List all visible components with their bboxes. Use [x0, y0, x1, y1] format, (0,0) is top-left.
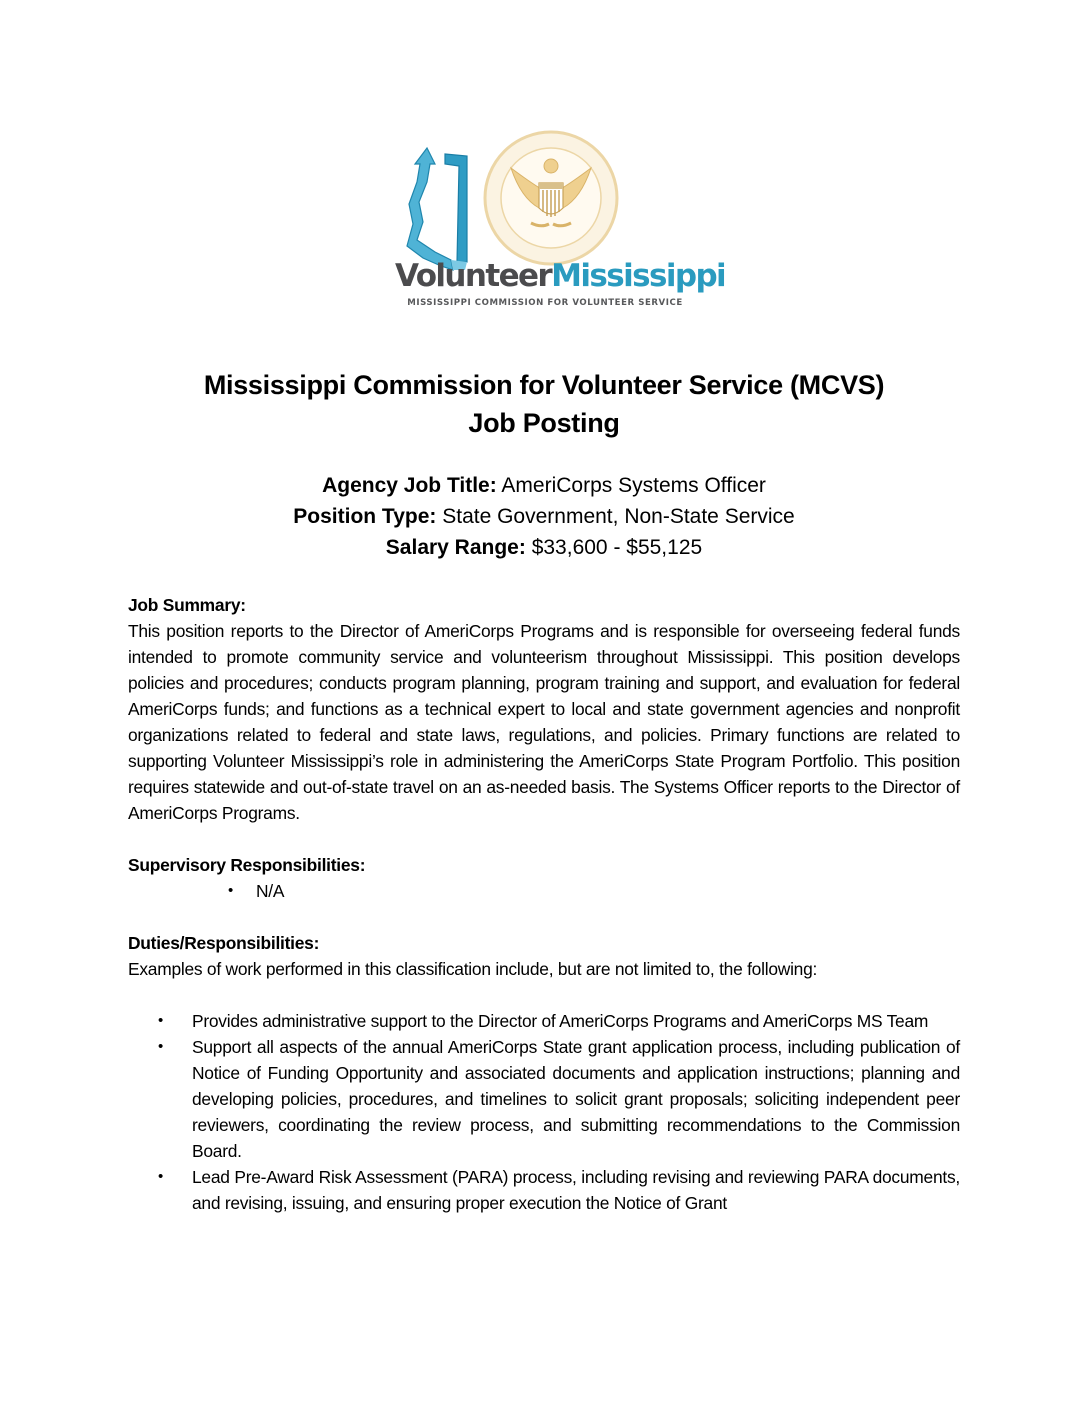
job-meta: [0, 470, 1088, 563]
job-title-line: [0, 470, 1088, 501]
volunteer-mississippi-logo: [395, 128, 726, 318]
bullet-icon: •: [158, 1012, 164, 1029]
job-title-label: Agency Job Title:: [322, 474, 497, 497]
title-line-1: Mississippi Commission for Volunteer Service (MCVS): [203, 370, 885, 400]
ribbon-arrow-icon: [405, 142, 485, 272]
salary-range-value: $33,600 - $55,125: [525, 536, 703, 559]
supervisory-list: [128, 878, 960, 904]
salary-range-line: [0, 532, 1088, 563]
state-seal-icon: [481, 128, 621, 268]
logo-subtitle: MISSISSIPPI COMMISSION FOR VOLUNTEER SERVICE: [407, 298, 683, 308]
document-title: [0, 366, 1088, 442]
logo-word-volunteer: Volunteer: [395, 258, 552, 294]
position-type-line: [0, 501, 1088, 532]
bullet-icon: •: [158, 1168, 164, 1185]
list-item: • Support all aspects of the annual AmeriCorps State grant application process, including publication of Notice of Funding Opportunity and associated documents and application instructions; planning and developing policies, procedures, and timelines to solicit grant proposals; soliciting independent peer reviewers, coordinating the review process, and submitting recommendations to the Commission Board.: [128, 1034, 960, 1164]
salary-range-label: Salary Range:: [385, 536, 526, 559]
duties-list: [128, 1008, 960, 1216]
job-title-value: AmeriCorps Systems Officer: [496, 474, 766, 497]
bullet-icon: •: [228, 882, 234, 899]
job-summary-heading: Job Summary:: [128, 595, 246, 615]
logo-wordmark: [395, 256, 726, 296]
position-type-label: Position Type:: [293, 505, 437, 528]
job-summary-text: This position reports to the Director of AmeriCorps Programs and is responsible for overseeing federal funds intended to promote community service and volunteerism throughout Mississippi. This position develops policies and procedures; conducts program planning, program training and support, and evaluation for federal AmeriCorps funds; and functions as a technical expert to local and state government agencies and nonprofit organizations related to federal and state laws, regulations, and policies. Primary functions are related to supporting Volunteer Mississippi’s role in administering the AmeriCorps State Program Portfolio. This position requires statewide and out-of-state travel on an as-needed basis. The Systems Officer reports to the Director of AmeriCorps Programs.: [128, 621, 960, 823]
list-item: • N/A: [128, 878, 960, 904]
list-item: • Lead Pre-Award Risk Assessment (PARA) process, including revising and reviewing PARA documents, and revising, issuing, and ensuring proper execution the Notice of Grant: [128, 1164, 960, 1216]
position-type-value: State Government, Non-State Service: [436, 505, 795, 528]
document-body: [128, 592, 960, 1216]
duties-heading: Duties/Responsibilities:: [128, 933, 320, 953]
title-line-2: Job Posting: [468, 408, 620, 438]
logo-word-mississippi: Mississippi: [551, 258, 726, 294]
duties-intro: Examples of work performed in this classification include, but are not limited to, the following:: [128, 959, 818, 979]
list-item: • Provides administrative support to the Director of AmeriCorps Programs and AmeriCorps MS Team: [128, 1008, 960, 1034]
bullet-icon: •: [158, 1038, 164, 1055]
supervisory-heading: Supervisory Responsibilities:: [128, 855, 366, 875]
